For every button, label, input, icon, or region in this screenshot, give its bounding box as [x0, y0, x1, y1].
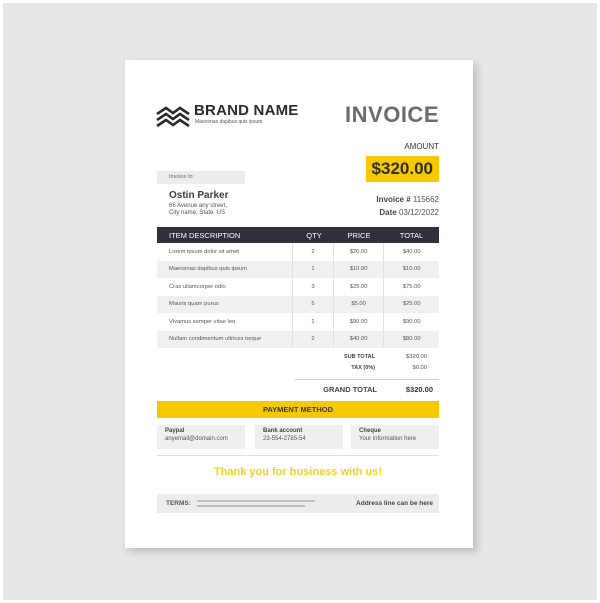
- invoice-date-row: [379, 208, 439, 217]
- item-description: Cras ullamcorper odio: [157, 278, 293, 296]
- chevron-waves-icon: [155, 104, 191, 128]
- grand-total-label: GRAND TOTAL: [323, 385, 377, 394]
- item-qty: 5: [293, 296, 334, 314]
- tax-label: TAX (0%): [351, 365, 375, 371]
- item-description: Lorem ipsum dolor sit amet: [157, 243, 293, 261]
- table-row: [157, 296, 439, 314]
- item-description: Vivamus semper vitae leo: [157, 313, 293, 331]
- item-qty: 2: [293, 243, 334, 261]
- invoice-title: INVOICE: [345, 102, 439, 127]
- terms-placeholder-line: [197, 505, 305, 507]
- header-total: TOTAL: [399, 230, 424, 240]
- item-price: $5.00: [334, 296, 385, 314]
- invoice-number: 115662: [412, 195, 439, 204]
- invoice-number-label: Invoice #: [376, 195, 411, 204]
- payment-title: Bank account: [263, 428, 303, 434]
- item-qty: 2: [293, 331, 334, 349]
- subtotal-label: SUB TOTAL: [344, 354, 375, 360]
- payment-card-paypal: [157, 425, 245, 449]
- header-qty: QTY: [306, 230, 322, 240]
- invoice-to-label: Invoice to:: [169, 174, 195, 180]
- invoice-number-row: [376, 195, 439, 204]
- amount-label: AMOUNT: [404, 142, 439, 151]
- item-price: $10.00: [334, 261, 385, 279]
- payment-divider: [157, 455, 439, 456]
- item-total: $80.00: [402, 336, 421, 343]
- table-row: [157, 331, 439, 349]
- item-total: $75.00: [402, 283, 421, 290]
- payment-value: 23-554-2785-54: [263, 436, 306, 442]
- address-line: Address line can be here: [356, 500, 433, 507]
- item-price: $40.00: [334, 331, 385, 349]
- terms-placeholder-line: [197, 500, 315, 502]
- client-address-line1: 66 Avenue any street,: [169, 203, 227, 209]
- payment-value: Your information here: [359, 436, 417, 442]
- item-total: $25.00: [402, 301, 421, 308]
- item-qty: 1: [293, 261, 334, 279]
- subtotal-value: $320.00: [406, 354, 427, 360]
- brand-name: BRAND NAME: [194, 102, 299, 119]
- item-price: $20.00: [334, 243, 385, 261]
- item-description: Mauris quam purus: [157, 296, 293, 314]
- payment-card-bank: [255, 425, 343, 449]
- payment-value: anyemail@domain.com: [165, 436, 228, 442]
- header-price: PRICE: [347, 230, 371, 240]
- item-description: Maecenas dapibus quis ipsum: [157, 261, 293, 279]
- thank-you-message: Thank you for business with us!: [213, 466, 383, 478]
- item-price: $25.00: [334, 278, 385, 296]
- payment-method-bar: PAYMENT METHOD: [157, 401, 439, 418]
- grand-total-value: $320.00: [405, 385, 433, 394]
- payment-title: Cheque: [359, 428, 382, 434]
- item-qty: 1: [293, 313, 334, 331]
- payment-card-cheque: [351, 425, 439, 449]
- table-header: [157, 227, 439, 243]
- client-address-line2: City name, State, US: [169, 210, 226, 216]
- invoice-date: 03/12/2022: [398, 208, 439, 217]
- item-total: $90.00: [402, 318, 421, 325]
- items-table: [157, 227, 439, 348]
- table-row: [157, 261, 439, 279]
- amount-value: $320.00: [366, 156, 439, 182]
- table-row: [157, 278, 439, 296]
- item-qty: 3: [293, 278, 334, 296]
- table-row: [157, 313, 439, 331]
- header-description: ITEM DESCRIPTION: [169, 230, 241, 240]
- item-total: $10.00: [402, 266, 421, 273]
- item-total: $40.00: [402, 248, 421, 255]
- invoice-page: [125, 60, 473, 548]
- item-description: Nullam condimentum ultrices neque: [157, 331, 293, 349]
- summary-divider: [295, 379, 439, 380]
- brand-tagline: Maecenas dapibus quis ipsum: [195, 119, 263, 125]
- table-row: [157, 243, 439, 261]
- client-name: Ostin Parker: [169, 190, 229, 201]
- terms-label: TERMS:: [166, 500, 191, 507]
- invoice-date-label: Date: [379, 208, 397, 217]
- payment-title: Paypal: [165, 428, 185, 434]
- tax-value: $0.00: [412, 365, 427, 371]
- item-price: $90.00: [334, 313, 385, 331]
